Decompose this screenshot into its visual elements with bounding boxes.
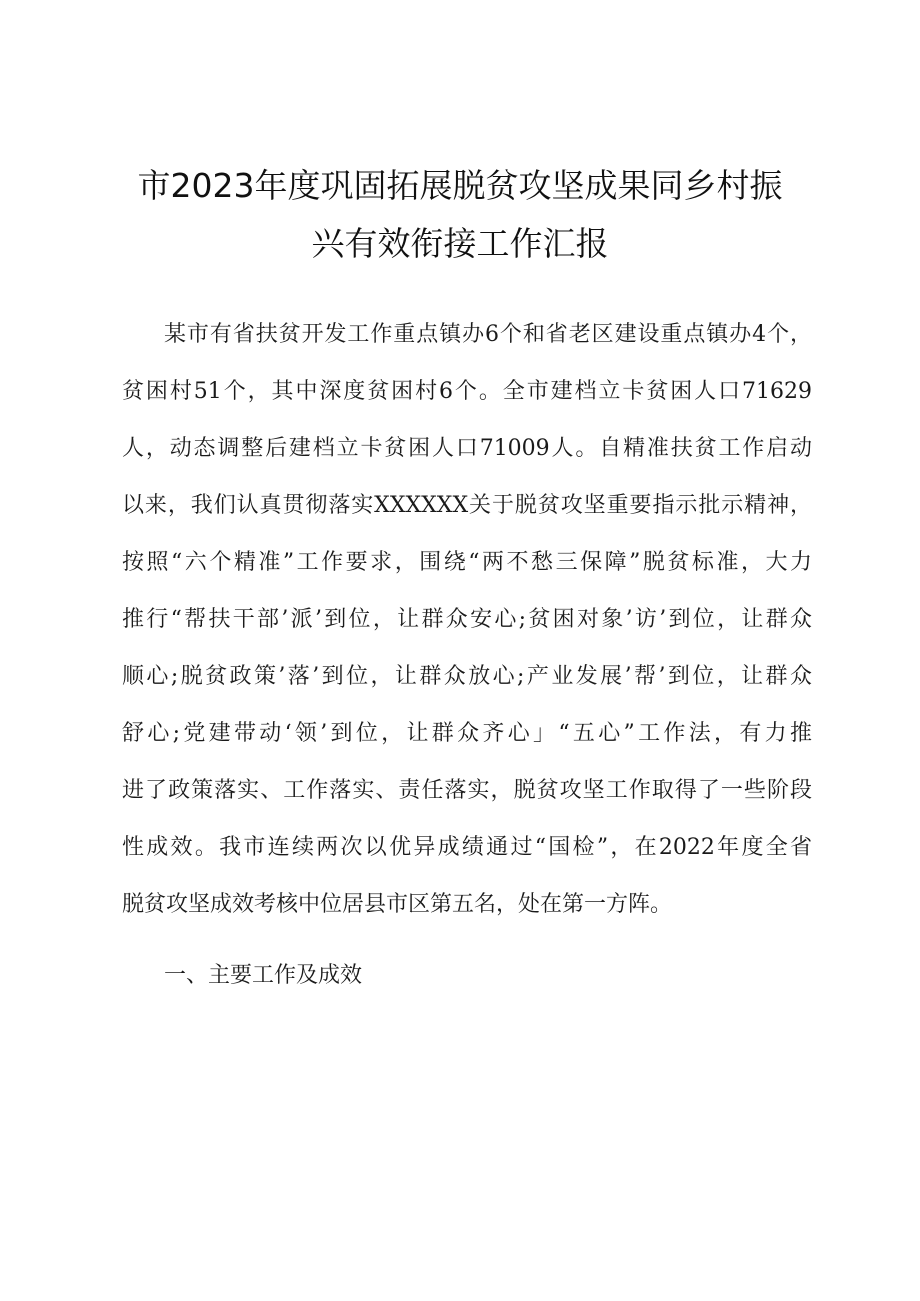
paragraph-line-9: 进了政策落实、工作落实、责任落实，脱贫攻坚工作取得了一些阶段 <box>122 778 812 803</box>
paragraph-line-6: 推行“帮扶干部’派’到位，让群众安心;贫困对象’访’到位，让群众 <box>122 607 812 632</box>
paragraph-line-10: 性成效。我市连续两次以优异成绩通过“国检”，在2022年度全省 <box>122 835 812 860</box>
paragraph-line-11: 脱贫攻坚成效考核中位居县市区第五名，处在第一方阵。 <box>122 892 673 917</box>
paragraph-line-3: 人，动态调整后建档立卡贫困人口71009人。自精准扶贫工作启动 <box>122 436 812 461</box>
paragraph-line-8: 舒心;党建带动‘领’到位，让群众齐心」“五心”工作法，有力推 <box>122 721 812 746</box>
paragraph-line-4: 以来，我们认真贯彻落实XXXXXX关于脱贫攻坚重要指示批示精神， <box>122 493 812 518</box>
document-title-line-1: 市2023年度巩固拓展脱贫攻坚成果同乡村振 <box>137 166 783 205</box>
paragraph-line-2: 贫困村51个，其中深度贫困村6个。全市建档立卡贫困人口71629 <box>122 379 812 404</box>
paragraph-line-7: 顺心;脱贫政策’落’到位，让群众放心;产业发展’帮’到位，让群众 <box>122 664 812 689</box>
paragraph-line-5: 按照“六个精准”工作要求，围绕“两不愁三保障”脱贫标准，大力 <box>122 550 812 575</box>
document-title-line-2: 兴有效衔接工作汇报 <box>311 224 609 263</box>
section-heading: 一、主要工作及成效 <box>164 963 363 988</box>
paragraph-line-1: 某市有省扶贫开发工作重点镇办6个和省老区建设重点镇办4个， <box>164 322 812 347</box>
